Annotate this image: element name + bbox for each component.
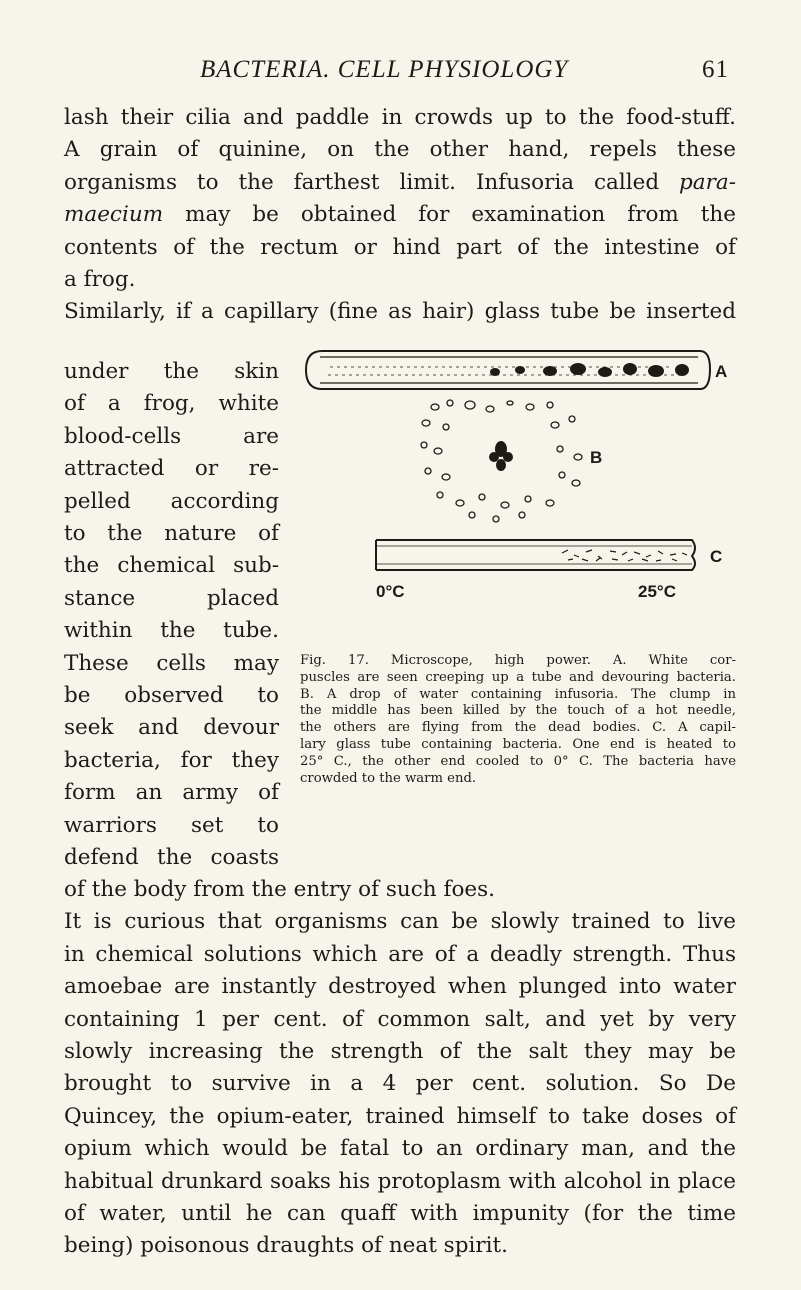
text-line: be observed to bbox=[64, 683, 279, 709]
running-title: BACTERIA. CELL PHYSIOLOGY bbox=[200, 56, 569, 83]
text-line: contents of the rectum or hind part of the intestine of bbox=[64, 234, 736, 260]
text-line: being) poisonous draughts of neat spirit. bbox=[64, 1233, 508, 1259]
caption-line: lary glass tube containing bacteria. One end is heated to bbox=[300, 736, 736, 752]
caption-line: Fig. 17. Microscope, high power. A. White cor- bbox=[300, 653, 736, 668]
text-line: to the nature of bbox=[64, 521, 279, 547]
dead-clump bbox=[489, 441, 513, 471]
text-line: the chemical sub- bbox=[64, 553, 279, 579]
text-line: A grain of quinine, on the other hand, repels these bbox=[64, 137, 736, 163]
label-b: B bbox=[590, 448, 603, 467]
caption-line: 25° C., the other end cooled to 0° C. The bacteria have bbox=[300, 753, 736, 769]
figure-caption bbox=[300, 653, 736, 787]
tube-c bbox=[376, 540, 695, 570]
paragraph-3 bbox=[64, 874, 736, 1263]
text-line: opium which would be fatal to an ordinary man, and the bbox=[64, 1136, 736, 1162]
text-line: containing 1 per cent. of common salt, and yet by very bbox=[64, 1006, 736, 1032]
text-line: within the tube. bbox=[64, 618, 279, 644]
caption-line: the others are flying from the dead bodies. C. A capil- bbox=[300, 720, 736, 736]
italic-term-cont: maecium bbox=[64, 202, 164, 228]
caption-line: the middle has been killed by the touch of a hot needle, bbox=[300, 703, 736, 719]
label-a: A bbox=[715, 362, 728, 381]
page-number: 61 bbox=[702, 56, 729, 83]
text-line: lash their cilia and paddle in crowds up to the food-stuff. bbox=[64, 105, 736, 130]
text-line: stance placed bbox=[64, 585, 279, 611]
caption-line: crowded to the warm end. bbox=[300, 770, 477, 786]
text-line: brought to survive in a 4 per cent. solution. So De bbox=[64, 1071, 736, 1097]
text-line: form an army of bbox=[64, 780, 279, 806]
text-line: blood-cells are bbox=[64, 423, 279, 449]
text-line: under the skin bbox=[64, 359, 279, 384]
text-line: habitual drunkard soaks his protoplasm with alcohol in place bbox=[64, 1168, 736, 1194]
label-c: C bbox=[710, 547, 723, 566]
text-line: bacteria, for they bbox=[64, 747, 279, 773]
text-line: pelled according bbox=[64, 488, 279, 514]
text-line: attracted or re- bbox=[64, 456, 279, 482]
text-line: warriors set to bbox=[64, 812, 279, 838]
temp-cold: 0°C bbox=[376, 582, 405, 601]
text-line: It is curious that organisms can be slowly trained to live bbox=[64, 909, 736, 935]
tube-a bbox=[306, 351, 710, 389]
text-line: of water, until he can quaff with impunity (for the time bbox=[64, 1201, 736, 1227]
temp-warm: 25°C bbox=[638, 582, 676, 601]
wrapped-column bbox=[64, 356, 279, 875]
caption-line: puscles are seen creeping up a tube and devouring bacteria. bbox=[300, 669, 736, 685]
italic-term: para- bbox=[679, 169, 736, 195]
caption-line: B. A drop of water containing infusoria. The clump in bbox=[300, 686, 736, 702]
text-line: maecium may be obtained for examination from the bbox=[64, 202, 736, 228]
text-line: seek and devour bbox=[64, 715, 279, 741]
text-line: These cells may bbox=[64, 650, 279, 676]
text-line: a frog. bbox=[64, 267, 136, 293]
text-line: in chemical solutions which are of a deadly strength. Thus bbox=[64, 941, 736, 967]
text-line: of a frog, white bbox=[64, 391, 279, 417]
figure-17-illustration bbox=[300, 345, 740, 645]
paragraph-1 bbox=[64, 102, 736, 329]
running-header bbox=[0, 56, 801, 96]
text-line: organisms to the farthest limit. Infusoria called para- bbox=[64, 169, 736, 195]
text-line: amoebae are instantly destroyed when plunged into water bbox=[64, 974, 736, 1000]
text-line: defend the coasts bbox=[64, 845, 279, 871]
text-line: of the body from the entry of such foes. bbox=[64, 877, 495, 902]
text-line: Quincey, the opium-eater, trained himself to take doses of bbox=[64, 1103, 736, 1129]
text-line: Similarly, if a capillary (fine as hair) glass tube be inserted bbox=[64, 299, 736, 325]
text-line: slowly increasing the strength of the salt they may be bbox=[64, 1039, 736, 1065]
